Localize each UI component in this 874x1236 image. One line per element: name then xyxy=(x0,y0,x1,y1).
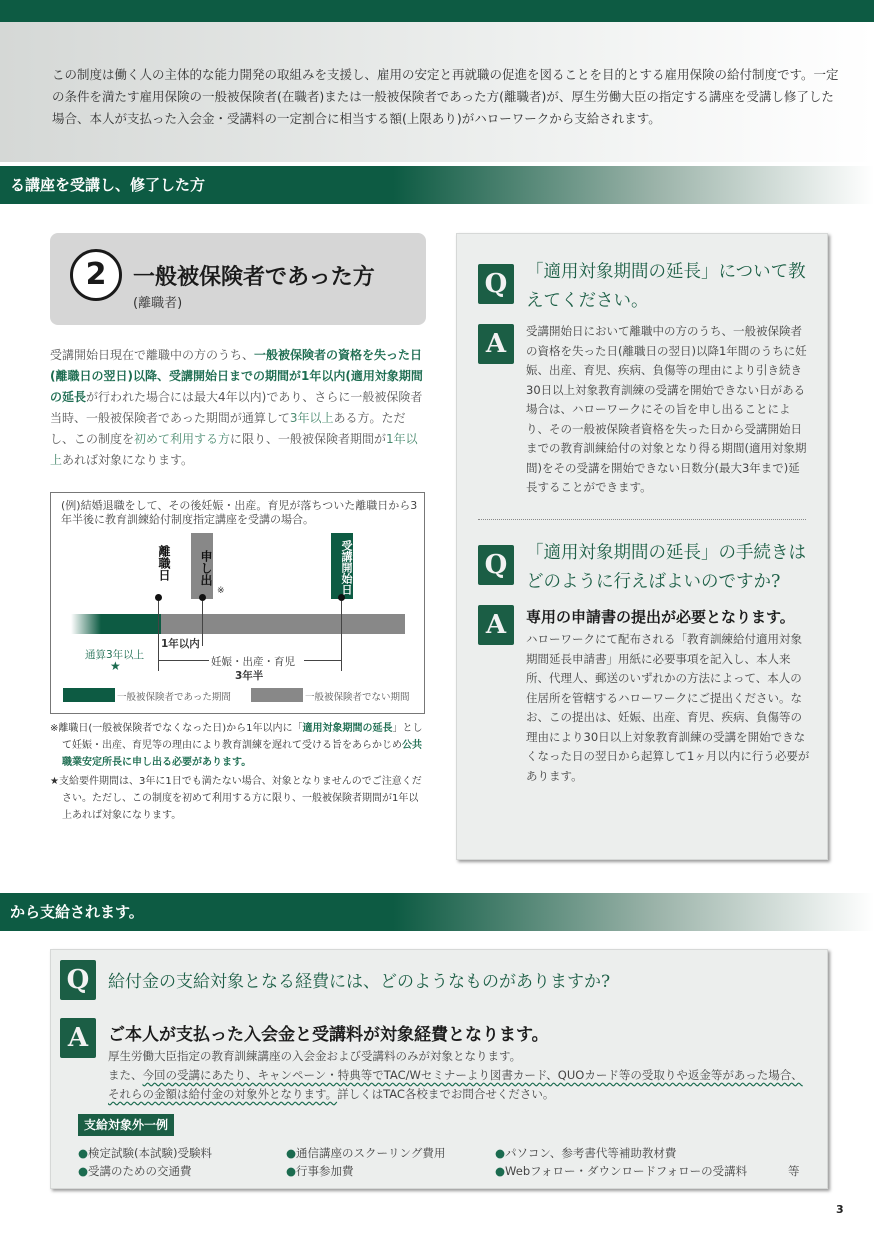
answer-1: 受講開始日において離職中の方のうち、一般被保険者の資格を失った日(離職日の翌日)以降1年間のうちに妊娠、出産、育児、疾病、負傷等の理由により引き続き30日以上対象教育訓練の受講を開始できない日がある場合は、ハローワークにその旨を申し出ることにより、その一般被保険者資格を失った日から受講開始日までの教育訓練給付の対象となり得る期間(適用対象期間)をその受講を開始できない日数分(最大3年まで)延長することができます。 xyxy=(526,324,807,494)
note-mark: ※ xyxy=(217,586,225,596)
section-band-1: る講座を受講し、修了した方 xyxy=(0,166,874,204)
intro-text: この制度は働く人の主体的な能力開発の取組みを支援し、雇用の安定と再就職の促進を図ることを目的とする雇用保険の給付制度です。一定の条件を満たす雇用保険の一般被保険者(在職者)または一般被保険者であった方(離職者)が、厚生労働大臣の指定する講座を受講し修了した場合、本人が支払った入会金・受講料の一定割合に相当する額(上限あり)がハローワークから支給されます。 xyxy=(52,67,839,126)
section-band-2: から支給されます。 xyxy=(0,893,874,931)
question-icon: Q xyxy=(478,264,514,304)
marker-application xyxy=(199,594,206,601)
label-pregnancy: 妊娠・出産・育児 xyxy=(211,656,295,668)
excluded-item: ●受講のための交通費 xyxy=(78,1164,192,1178)
legend-label-not-insured: 一般被保険者でない期間 xyxy=(305,692,410,703)
answer-2: ハローワークにて配布される「教育訓練給付適用対象期間延長申請書」用紙に必要事項を記入し、本人来所、代理人、郵送のいずれかの方法によって、本人の住居所を管轄するハローワークにご提出ください。なお、この提出は、妊娠、出産、育児、疾病、負傷等の理由により30日以上対象教育訓練の受講を開始できなくなった日の翌日から起算して1ヶ月以内に行う必要があります。 xyxy=(526,632,810,783)
legend-swatch-insured xyxy=(63,688,115,702)
category-title: 一般被保険者であった方 xyxy=(133,265,375,290)
eligibility-text: 受講開始日現在で離職中の方のうち、一般被保険者の資格を失った日(離職日の翌日)以降、受講開始日までの期間が1年以内(適用対象期間の延長が行われた場合には最大4年以内)であり、さらに一般被保険者当時、一般被保険者であった期間が通算して3年以上ある方。ただし、この制度を初めて利用する方に限り、一般被保険者期間が1年以上あれば対象になります。 xyxy=(50,348,423,467)
page-number: 3 xyxy=(836,1203,844,1216)
answer-icon: A xyxy=(478,324,514,364)
span-left xyxy=(159,660,209,661)
etc-label: 等 xyxy=(788,1164,800,1178)
label-application: 申し出 xyxy=(191,533,213,599)
label-three-and-half-years: 3年半 xyxy=(235,670,264,682)
expenses-answer-text: 厚生労働大臣指定の教育訓練講座の入会金および受講料のみが対象となります。 また、今回の受講にあたり、キャンペーン・特典等でTAC/Wセミナーより図書カード、QUOカード等の受取りや返金等があった場合、それらの金額は給付金の対象外となります。詳しくはTAC各校までお問合せください。 xyxy=(108,1049,803,1101)
label-total-three-years: 通算3年以上 xyxy=(85,649,145,661)
legend-swatch-not-insured xyxy=(251,688,303,702)
question-2: 「適用対象期間の延長」の手続きはどのように行えばよいのですか? xyxy=(526,543,806,592)
intro-section xyxy=(0,22,874,162)
expenses-question: 給付金の支給対象となる経費には、どのようなものがありますか? xyxy=(108,972,611,992)
question-icon: Q xyxy=(60,960,96,1000)
answer-2-heading: 専用の申請書の提出が必要となります。 xyxy=(526,608,795,626)
uninsured-period-bar xyxy=(161,614,405,634)
excluded-examples-tag: 支給対象外一例 xyxy=(78,1114,174,1136)
excluded-item: ●通信講座のスクーリング費用 xyxy=(286,1146,446,1160)
marker-course-start xyxy=(338,594,345,601)
timeline-diagram xyxy=(50,492,425,714)
answer-icon: A xyxy=(478,605,514,645)
label-course-start: 受講開始日 xyxy=(331,533,353,599)
category-number-badge: 2 xyxy=(70,249,122,301)
category-subtitle: (離職者) xyxy=(133,296,183,311)
legend-label-insured: 一般被保険者であった期間 xyxy=(117,692,231,703)
footnote-star: ★支給要件期間は、3年に1日でも満たない場合、対象となりませんのでご注意ください。ただし、この制度を初めて利用する方に限り、一般被保険者期間が1年以上あれば対象になります。 xyxy=(50,776,422,821)
tick-application xyxy=(202,601,203,646)
question-1: 「適用対象期間の延長」について教えてください。 xyxy=(526,262,806,311)
footnote-kome: ※離職日(一般被保険者でなくなった日)から1年以内に「適用対象期間の延長」として妊娠・出産、育児等の理由により教育訓練を遅れて受ける旨をあらかじめ公共職業安定所長に申し出る必要があります。 xyxy=(50,723,423,768)
footnotes xyxy=(50,720,428,826)
tick-course-start xyxy=(341,601,342,671)
excluded-item: ●パソコン、参考書代等補助教材費 xyxy=(495,1146,677,1160)
insured-period-fade xyxy=(71,614,101,634)
expenses-answer-heading: ご本人が支払った入会金と受講料が対象経費となります。 xyxy=(108,1025,549,1045)
star-mark: ★ xyxy=(110,659,121,673)
top-bar xyxy=(0,0,874,22)
answer-icon: A xyxy=(60,1018,96,1058)
label-separation-date: 離職日 xyxy=(157,545,171,581)
span-right xyxy=(304,660,341,661)
question-icon: Q xyxy=(478,545,514,585)
diagram-caption: (例)結婚退職をして、その後妊娠・出産。育児が落ちついた離職日から3年半後に教育訓練給付制度指定講座を受講の場合。 xyxy=(61,499,418,526)
divider xyxy=(478,519,806,520)
excluded-item: ●Webフォロー・ダウンロードフォローの受講料 xyxy=(495,1164,748,1178)
label-within-one-year: 1年以内 xyxy=(161,638,200,650)
marker-separation xyxy=(155,594,162,601)
excluded-item: ●検定試験(本試験)受験料 xyxy=(78,1146,213,1160)
excluded-item: ●行事参加費 xyxy=(286,1164,354,1178)
